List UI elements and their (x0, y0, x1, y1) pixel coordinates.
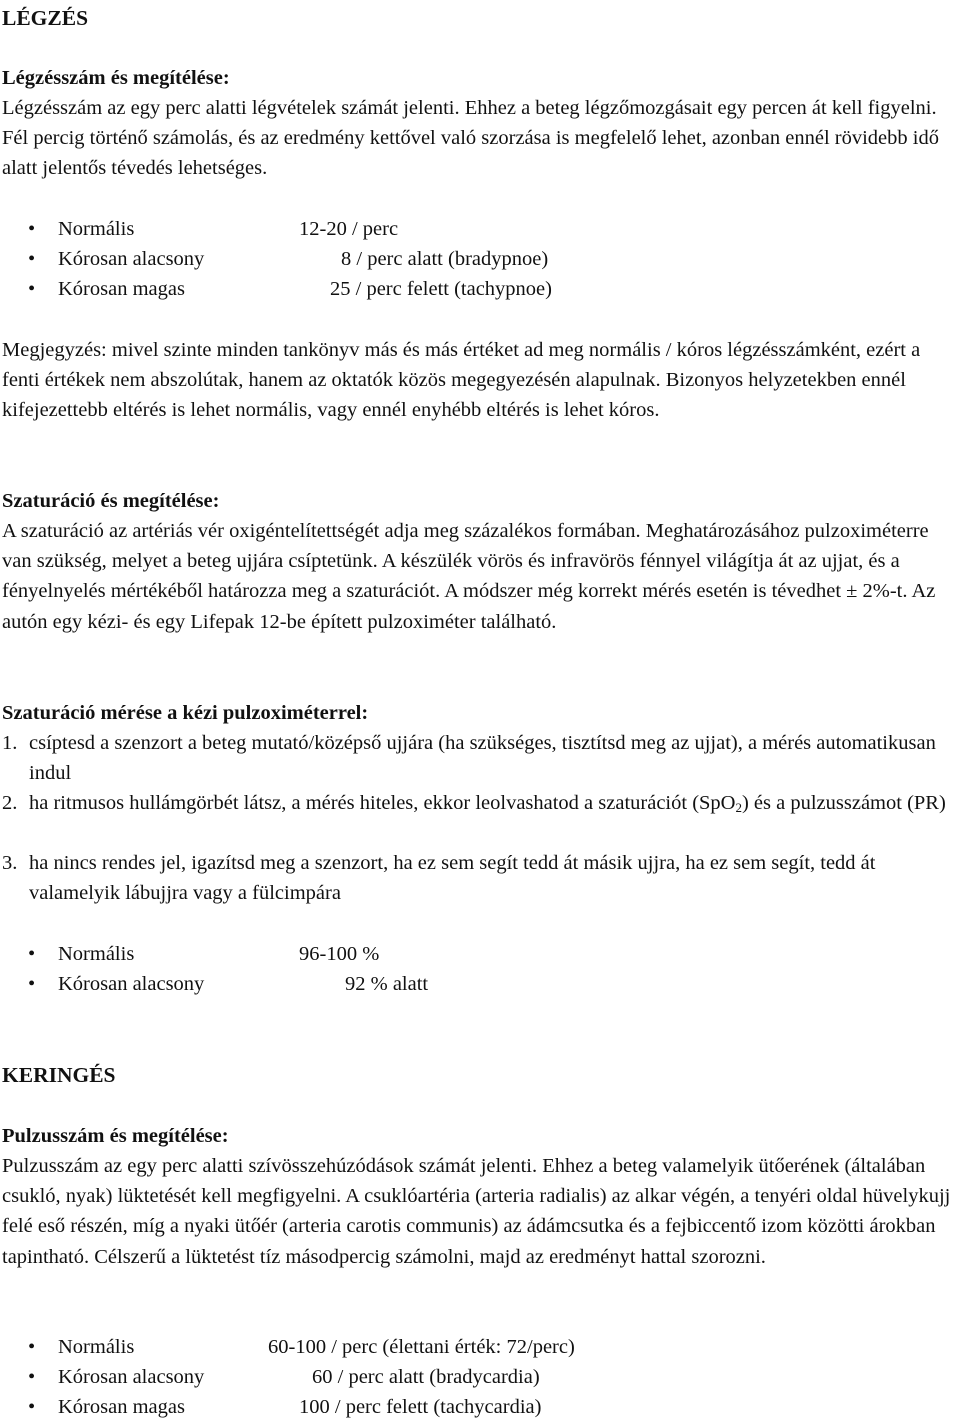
range-label: Normális (58, 218, 135, 240)
list-item (2, 1392, 954, 1422)
list-item (2, 274, 954, 304)
bullet-icon: • (28, 943, 36, 965)
list-item (2, 244, 954, 274)
range-value: 60-100 / perc (élettani érték: 72/perc) (268, 1336, 575, 1358)
step-number: 2. (2, 792, 18, 814)
list-item (2, 848, 954, 908)
range-value: 8 / perc alatt (bradypnoe) (341, 248, 549, 270)
subheading-pulse-rate: Pulzusszám és megítélése: (2, 1125, 229, 1147)
range-label: Normális (58, 1336, 135, 1358)
subscript: 2 (735, 800, 742, 815)
list-item (2, 1332, 954, 1362)
list-item (2, 728, 954, 788)
bullet-icon: • (28, 1396, 36, 1418)
step-text: csíptesd a szenzort a beteg mutató/középső ujjára (ha szükséges, tisztítsd meg az ujjat), a mérés automatikusan indul (29, 732, 936, 785)
paragraph-saturation: A szaturáció az artériás vér oxigéntelítettségét adja meg százalékos formában. Meghatározásához pulzoximéterre van szükség, melyet a beteg ujjára csíptetünk. A készülék vörös és infravörös fénnyel világítja át az ujjat, és a fényelnyelés mértékéből határozza meg a szaturációt. A módszer még korrekt mérés esetén is tévedhet ± 2%-t. Az autón egy kézi- és egy Lifepak 12-be épített pulzoximéter található. (2, 520, 936, 633)
step-text-part: ha ritmusos hullámgörbét látsz, a mérés hiteles, ekkor leolvashatod a szaturációt (SpO (29, 792, 736, 814)
bullet-icon: • (28, 1336, 36, 1358)
list-item (2, 214, 954, 244)
list-item (2, 1362, 954, 1392)
range-value: 12-20 / perc (299, 218, 399, 240)
list-item (2, 788, 954, 848)
range-label: Kórosan alacsony (58, 248, 205, 270)
step-number: 1. (2, 732, 18, 754)
step-number: 3. (2, 852, 18, 874)
bullet-icon: • (28, 248, 36, 270)
range-value: 92 % alatt (345, 973, 429, 995)
bullet-icon: • (28, 1366, 36, 1388)
step-text-part: ) és a pulzusszámot (PR) (741, 792, 946, 814)
subheading-saturation: Szaturáció és megítélése: (2, 490, 220, 512)
range-value: 60 / perc alatt (bradycardia) (312, 1366, 540, 1388)
range-label: Kórosan magas (58, 278, 185, 300)
paragraph-note: Megjegyzés: mivel szinte minden tankönyv más és más értéket ad meg normális / kóros légzésszámként, ezért a fenti értékek nem abszolútak, hanem az oktatók közös megegyezésén alapulnak. Bizonyos helyzetekben ennél kifejezettebb eltérés is lehet normális, vagy ennél enyhébb eltérés is lehet kóros. (2, 339, 921, 422)
paragraph-respiratory-rate: Légzésszám az egy perc alatti légvételek számát jelenti. Ehhez a beteg légzőmozgásait egy percen át kell figyelni. Fél percig történő számolás, és az eredmény kettővel való szorzása is megfelelő lehet, azonban ennél rövidebb idő alatt jelentős tévedés lehetséges. (2, 97, 939, 180)
bullet-icon: • (28, 973, 36, 995)
range-label: Kórosan alacsony (58, 1366, 205, 1388)
range-value: 25 / perc felett (tachypnoe) (330, 278, 552, 300)
range-label: Kórosan magas (58, 1396, 185, 1418)
step-text: ha nincs rendes jel, igazítsd meg a szenzort, ha ez sem segít tedd át másik ujjra, ha ez sem segít, tedd át valamelyik lábujjra vagy a fülcimpára (29, 852, 876, 905)
range-value: 100 / perc felett (tachycardia) (299, 1396, 542, 1418)
range-label: Normális (58, 943, 135, 965)
section-heading-legzes: LÉGZÉS (2, 6, 89, 30)
subheading-saturation-measurement: Szaturáció mérése a kézi pulzoximéterrel: (2, 702, 369, 724)
range-label: Kórosan alacsony (58, 973, 205, 995)
bullet-icon: • (28, 218, 36, 240)
list-item (2, 939, 954, 969)
list-item (2, 969, 954, 999)
step-text (29, 788, 954, 818)
subheading-respiratory-rate: Légzésszám és megítélése: (2, 67, 230, 89)
range-value: 96-100 % (299, 943, 380, 965)
section-heading-keringes: KERINGÉS (2, 1063, 116, 1087)
paragraph-pulse-rate: Pulzusszám az egy perc alatti szívösszehúzódások számát jelenti. Ehhez a beteg valamelyik ütőerének (általában csukló, nyak) lüktetését kell megfigyelni. A csuklóartéria (arteria radialis) az alkar végén, a tenyéri oldal hüvelykujj felé eső részén, míg a nyaki ütőér (arteria carotis communis) az ádámcsutka és a fejbiccentő izom közötti árokban tapintható. Célszerű a lüktetést tíz másodpercig számolni, majd az eredményt hattal szorozni. (2, 1155, 951, 1268)
bullet-icon: • (28, 278, 36, 300)
